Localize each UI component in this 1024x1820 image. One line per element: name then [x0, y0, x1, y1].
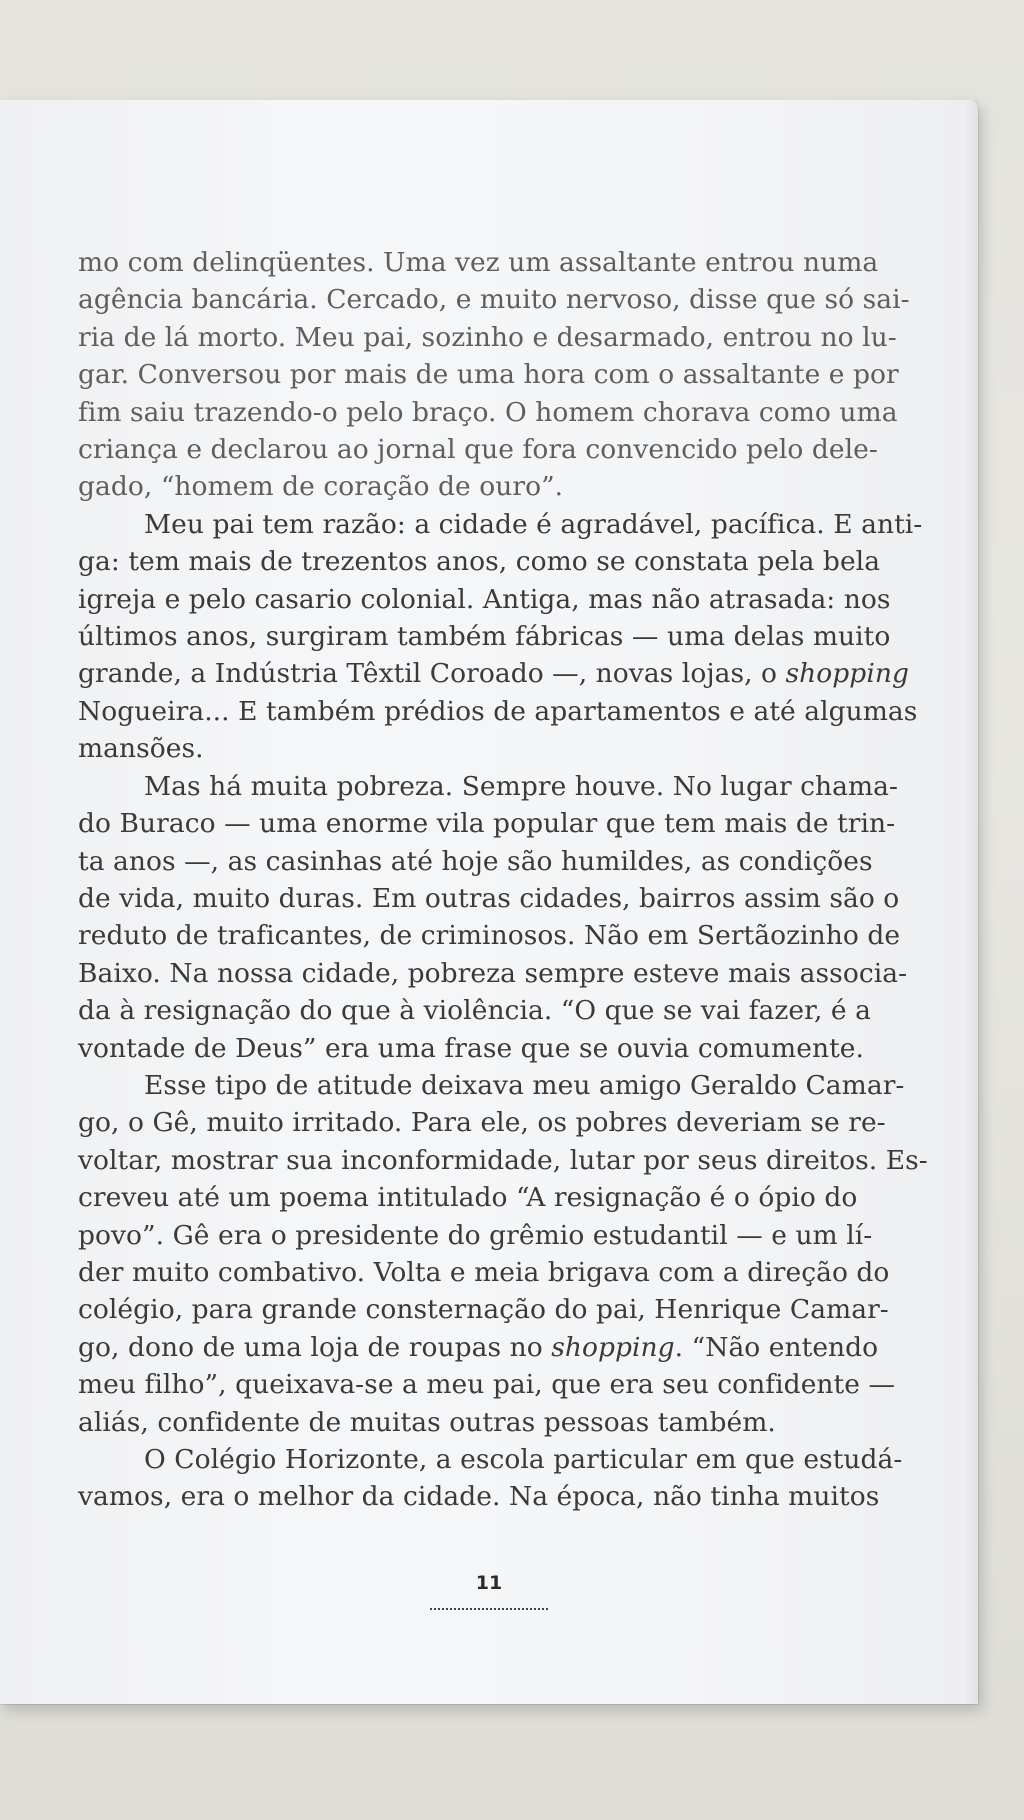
- text-segment: go, dono de uma loja de roupas no: [78, 1331, 552, 1363]
- text-line: criança e declarou ao jornal que fora convencido pelo dele-: [78, 434, 878, 466]
- book-page: [0, 100, 978, 1704]
- text-line: voltar, mostrar sua inconformidade, lutar por seus direitos. Es-: [78, 1144, 928, 1176]
- text-line: Baixo. Na nossa cidade, pobreza sempre esteve mais associa-: [78, 957, 908, 989]
- paragraph-start-line: Meu pai tem razão: a cidade é agradável, pacífica. E anti-: [144, 508, 923, 540]
- text-segment: grande, a Indústria Têxtil Coroado —, novas lojas, o: [78, 658, 786, 690]
- text-segment: . “Não entendo: [674, 1331, 879, 1363]
- text-line: ta anos —, as casinhas até hoje são humildes, as condições: [78, 845, 873, 877]
- paragraph-start-line: Mas há muita pobreza. Sempre houve. No lugar chama-: [144, 770, 899, 802]
- text-line: de vida, muito duras. Em outras cidades, bairros assim são o: [78, 882, 900, 914]
- text-line: últimos anos, surgiram também fábricas — uma delas muito: [78, 621, 891, 653]
- text-line: go, o Gê, muito irritado. Para ele, os pobres deveriam se re-: [78, 1107, 886, 1139]
- text-line: gar. Conversou por mais de uma hora com o assaltante e por: [78, 359, 899, 391]
- text-line: meu filho”, queixava-se a meu pai, que era seu confidente —: [78, 1369, 895, 1401]
- text-line: do Buraco — uma enorme vila popular que tem mais de trin-: [78, 808, 896, 840]
- text-line: fim saiu trazendo-o pelo braço. O homem chorava como uma: [78, 396, 898, 428]
- italic-term: shopping: [785, 658, 909, 690]
- page-number-dotted-rule: [430, 1608, 548, 1610]
- text-line: povo”. Gê era o presidente do grêmio estudantil — e um lí-: [78, 1219, 873, 1251]
- body-text: [78, 244, 928, 1516]
- paragraph-start-line: Esse tipo de atitude deixava meu amigo Geraldo Camar-: [144, 1069, 905, 1101]
- text-line: der muito combativo. Volta e meia brigava com a direção do: [78, 1256, 890, 1288]
- text-line: mo com delinqüentes. Uma vez um assaltante entrou numa: [78, 247, 879, 278]
- text-line: vontade de Deus” era uma frase que se ouvia comumente.: [78, 1032, 864, 1064]
- text-line: igreja e pelo casario colonial. Antiga, mas não atrasada: nos: [78, 583, 891, 615]
- page-number: 11: [475, 1572, 503, 1594]
- text-line: ga: tem mais de trezentos anos, como se constata pela bela: [78, 546, 881, 578]
- text-line: colégio, para grande consternação do pai, Henrique Camar-: [78, 1294, 889, 1326]
- text-line: creveu até um poema intitulado “A resignação é o ópio do: [78, 1182, 858, 1214]
- text-line: Nogueira... E também prédios de apartamentos e até algumas: [78, 695, 918, 727]
- text-line: reduto de traficantes, de criminosos. Não em Sertãozinho de: [78, 920, 901, 952]
- text-line: [78, 1329, 878, 1366]
- text-line: aliás, confidente de muitas outras pessoas também.: [78, 1406, 776, 1438]
- text-line: da à resignação do que à violência. “O que se vai fazer, é a: [78, 995, 871, 1027]
- text-line: [78, 655, 909, 692]
- text-line: vamos, era o melhor da cidade. Na época, não tinha muitos: [78, 1481, 880, 1513]
- page-edge-shadow: [964, 100, 978, 1704]
- paragraph-start-line: O Colégio Horizonte, a escola particular em que estudá-: [144, 1444, 903, 1475]
- text-line: mansões.: [78, 733, 204, 765]
- text-line: agência bancária. Cercado, e muito nervoso, disse que só sai-: [78, 284, 910, 316]
- text-line: gado, “homem de coração de ouro”.: [78, 471, 564, 503]
- text-line: ria de lá morto. Meu pai, sozinho e desarmado, entrou no lu-: [78, 321, 897, 353]
- italic-term: shopping: [551, 1331, 675, 1363]
